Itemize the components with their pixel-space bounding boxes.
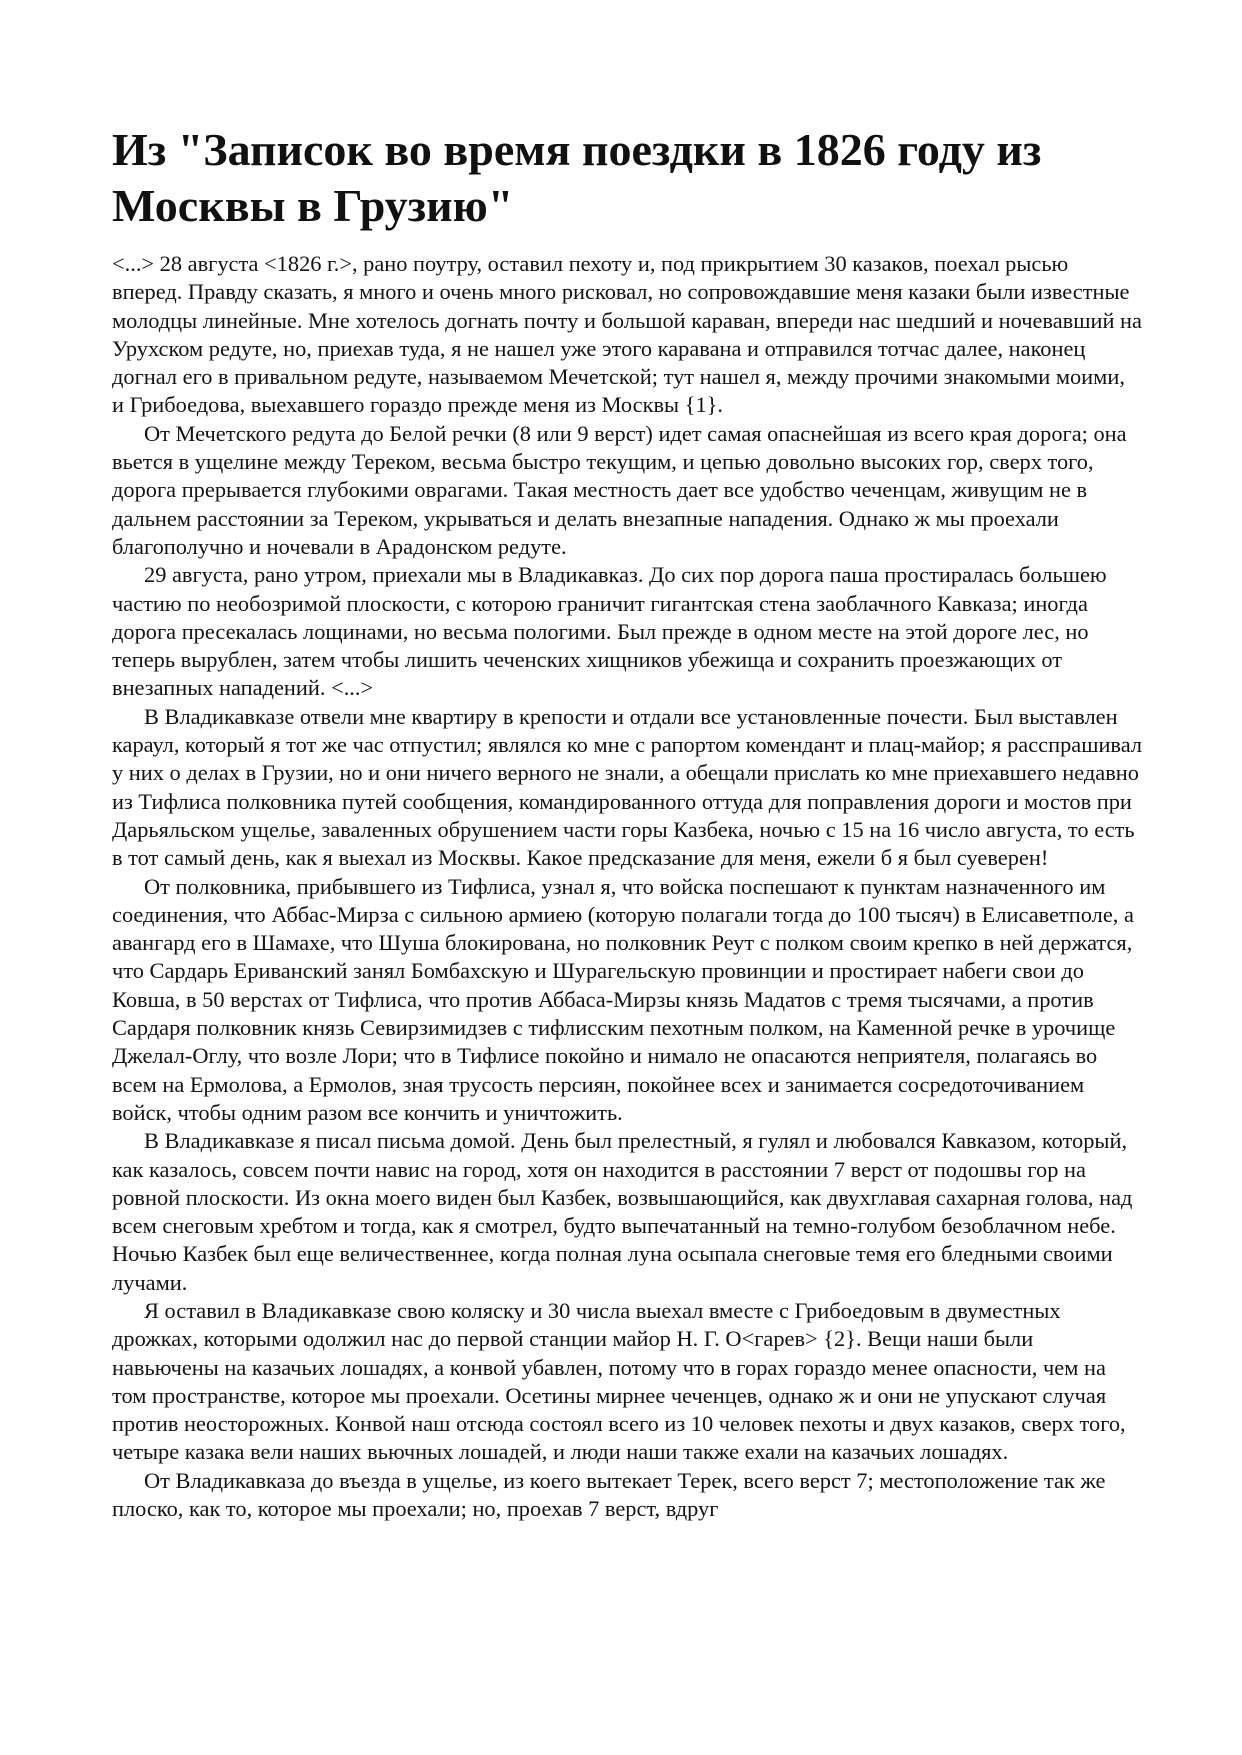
paragraph-3: 29 августа, рано утром, приехали мы в Владикавказ. До сих пор дорога паша простиралась большею частию по необозримой плоскости, с которою граничит гигантская стена заоблачного Кавказа; иногда дорога пресекалась лощинами, но весьма пологими. Был прежде в одном месте на этой дороге лес, но теперь вырублен, затем чтобы лишить чеченских хищников убежища и сохранить проезжающих от внезапных нападений. <...> <box>112 562 1107 701</box>
paragraph-2: От Мечетского редута до Белой речки (8 или 9 верст) идет самая опаснейшая из всего края дорога; она вьется в ущелине между Тереком, весьма быстро текущим, и цепью довольно высоких гор, сверх того, дорога прерывается глубокими оврагами. Такая местность дает все удобство чеченцам, живущим не в дальнем расстоянии за Тереком, укрываться и делать внезапные нападения. Однако ж мы проехали благополучно и ночевали в Арадонском редуте. <box>112 420 1127 559</box>
paragraph-7: Я оставил в Владикавказе свою коляску и 30 числа выехал вместе с Грибоедовым в двуместных дрожках, которыми одолжил нас до первой станции майор Н. Г. О<гарев> {2}. Вещи наши были навьючены на казачьих лошадях, а конвой убавлен, потому что в горах гораздо менее опасности, чем на том пространстве, которое мы проехали. Осетины мирнее чеченцев, однако ж и они не упускают случая против неосторожных. Конвой наш отсюда состоял всего из 10 человек пехоты и двух казаков, сверх того, четыре казака вели наших вьючных лошадей, и люди наши также ехали на казачьих лошадях. <box>112 1297 1126 1465</box>
paragraph-8: От Владикавказа до въезда в ущелье, из коего вытекает Терек, всего верст 7; местоположение так же плоско, как то, которое мы проехали; но, проехав 7 верст, вдруг <box>112 1467 1106 1522</box>
paragraph-4: В Владикавказе отвели мне квартиру в крепости и отдали все установленные почести. Был выставлен караул, который я тот же час отпустил; являлся ко мне с рапортом комендант и плац-майор; я расспрашивал у них о делах в Грузии, но и они ничего верного не знали, а обещали прислать ко мне приехавшего недавно из Тифлиса полковника путей сообщения, командированного оттуда для поправления дороги и мостов при Дарьяльском ущелье, заваленных обрушением части горы Казбека, ночью с 15 на 16 число августа, то есть в тот самый день, как я выехал из Москвы. Какое предсказание для меня, ежели б я был суеверен! <box>112 703 1143 871</box>
page-title: Из "Записок во время поездки в 1826 году из Москвы в Грузию" <box>112 124 1042 231</box>
document-body <box>112 250 1142 1523</box>
paragraph-6: В Владикавказе я писал письма домой. День был прелестный, я гулял и любовался Кавказом, который, как казалось, совсем почти навис на город, хотя он находится в расстоянии 7 верст от подошвы гор на ровной плоскости. Из окна моего виден был Казбек, возвышающийся, как двухглавая сахарная голова, над всем снеговым хребтом и тогда, как я смотрел, будто выпечатанный на темно-голубом безоблачном небе. Ночью Казбек был еще величественнее, когда полная луна осыпала снеговые темя его бледными своими лучами. <box>112 1128 1133 1295</box>
paragraph-5: От полковника, прибывшего из Тифлиса, узнал я, что войска поспешают к пунктам назначенного им соединения, что Аббас-Мирза с сильною армиею (которую полагали тогда до 100 тысяч) в Елисаветполе, а авангард его в Шамахе, что Шуша блокирована, но полковник Реут с полком своим крепко в ней держатся, что Сардарь Ериванский занял Бомбахскую и Шурагельскую провинции и простирает набеги свои до Ковша, в 50 верстах от Тифлиса, что против Аббаса-Мирзы князь Мадатов с тремя тысячами, а против Сардаря полковник князь Севирзимидзев с тифлисским пехотным полком, на Каменной речке в урочище Джелал-Оглу, что возле Лори; что в Тифлисе покойно и нимало не опасаются неприятеля, полагаясь во всем на Ермолова, а Ермолов, зная трусость персиян, покойнее всех и занимается сосредоточиванием войск, чтобы одним разом все кончить и уничтожить. <box>112 873 1134 1125</box>
paragraph-1: <...> 28 августа <1826 г.>, рано поутру, оставил пехоту и, под прикрытием 30 казаков, поехал рысью вперед. Правду сказать, я много и очень много рисковал, но сопровождавшие меня казаки были известные молодцы линейные. Мне хотелось догнать почту и большой караван, впереди нас шедший и ночевавший на Урухском редуте, но, приехав туда, я не нашел уже этого каравана и отправился тотчас далее, наконец догнал его в привальном редуте, называемом Мечетской; тут нашел я, между прочими знакомыми моими, и Грибоедова, выехавшего гораздо прежде меня из Москвы {1}. <box>112 251 1142 418</box>
